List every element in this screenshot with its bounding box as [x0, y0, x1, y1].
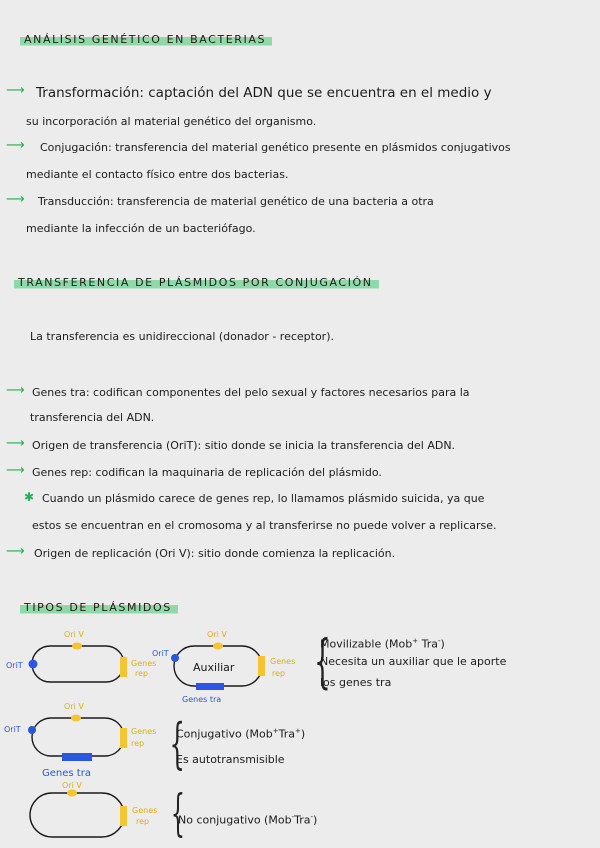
genes-tra-line-2: transferencia del ADN.	[30, 411, 155, 424]
oriv-label: Ori V	[62, 781, 82, 790]
genes-rep-label-1: Genes	[132, 806, 158, 815]
brace-icon: {	[169, 712, 185, 775]
auxiliar-label: Auxiliar	[193, 661, 235, 674]
section-title-plasmid-types: TIPOS DE PLÁSMIDOS	[20, 600, 178, 614]
orit-marker	[171, 654, 179, 662]
text: Tra	[294, 813, 311, 827]
genes-tra-marker	[196, 683, 224, 690]
asterisk-icon: ✱	[24, 490, 35, 504]
sup: +	[272, 727, 279, 735]
section-title-plasmid-transfer: TRANSFERENCIA DE PLÁSMIDOS POR CONJUGACIÓN	[14, 275, 379, 289]
oriv-label: Ori V	[64, 702, 84, 711]
conjugativo-line-2: Es autotransmisible	[176, 753, 285, 766]
text: )	[300, 727, 306, 741]
arrow-icon: ⟶	[6, 138, 25, 153]
arrow-icon: ⟶	[6, 436, 25, 451]
genes-rep-label-2: rep	[131, 739, 145, 748]
plasmid-1-diagram	[6, 630, 156, 682]
arrow-icon: ⟶	[6, 463, 25, 478]
orit-label: OriT	[152, 649, 169, 658]
movilizable-line-3: los genes tra	[320, 676, 392, 689]
genes-rep-marker	[120, 728, 127, 748]
orit-marker	[29, 660, 38, 669]
arrow-icon: ⟶	[6, 383, 25, 398]
transformation-line-1: Transformación: captación del ADN que se encuentra en el medio y	[36, 85, 492, 101]
oriv-marker	[67, 790, 77, 797]
plasmid-ring	[32, 646, 124, 682]
conjugation-line-1: Conjugación: transferencia del material genético presente en plásmidos conjugativos	[40, 141, 511, 154]
section-title-genetic-analysis: ANÁLISIS GENÉTICO EN BACTERIAS	[20, 32, 272, 46]
genes-tra-label: Genes tra	[182, 695, 222, 704]
genes-tra-label: Genes tra	[42, 768, 91, 779]
sup: -	[291, 813, 295, 821]
text: Tra	[418, 637, 438, 651]
genes-rep-marker	[120, 657, 127, 677]
genes-rep-label-2: rep	[272, 669, 286, 678]
genes-rep-label-2: rep	[135, 669, 149, 678]
orit-definition: Origen de transferencia (OriT): sitio donde se inicia la transferencia del ADN.	[32, 439, 456, 452]
oriv-marker	[71, 715, 81, 722]
orit-label: OriT	[6, 661, 23, 670]
auxiliar-plasmid-diagram	[152, 630, 295, 704]
plasmid-ring	[30, 793, 124, 837]
sup: +	[412, 637, 419, 645]
genes-rep-marker	[120, 806, 127, 826]
brace-icon: {	[314, 627, 331, 695]
text: Conjugativo (Mob	[176, 727, 273, 741]
transformation-line-2: su incorporación al material genético del organismo.	[26, 115, 317, 128]
oriv-label: Ori V	[64, 630, 84, 639]
arrow-icon: ⟶	[6, 83, 25, 98]
genes-tra-line-1: Genes tra: codifican componentes del pelo sexual y factores necesarios para la	[32, 386, 470, 399]
no-conjugativo-line	[178, 810, 317, 828]
oriv-definition: Origen de replicación (Ori V): sitio donde comienza la replicación.	[34, 547, 396, 560]
genes-tra-marker	[62, 753, 92, 761]
conjugativo-line-1	[176, 724, 305, 742]
plasmid-ring	[32, 718, 124, 756]
genes-rep-label-1: Genes	[131, 659, 157, 668]
genes-rep-label-1: Genes	[270, 657, 296, 666]
genes-rep-label-1: Genes	[131, 727, 157, 736]
arrow-icon: ⟶	[6, 544, 25, 559]
transduction-line-1: Transducción: transferencia de material genético de una bacteria a otra	[38, 195, 434, 208]
genes-rep-definition: Genes rep: codifican la maquinaria de replicación del plásmido.	[32, 466, 382, 479]
text: Tra	[278, 727, 295, 741]
unidirectional-text: La transferencia es unidireccional (donador - receptor).	[30, 330, 334, 343]
oriv-marker	[72, 643, 82, 650]
text: No conjugativo (Mob	[178, 813, 292, 827]
brace-icon: {	[170, 784, 186, 842]
movilizable-line-1	[320, 634, 445, 652]
text: )	[313, 813, 318, 827]
oriv-label: Ori V	[207, 630, 227, 639]
orit-marker	[28, 726, 36, 734]
sup: -	[437, 637, 441, 645]
movilizable-line-2: Necesita un auxiliar que le aporte	[320, 655, 507, 668]
transduction-line-2: mediante la infección de un bacteriófago.	[26, 222, 256, 235]
conjugative-plasmid-diagram	[4, 702, 156, 779]
orit-label: OriT	[4, 725, 21, 734]
conjugation-line-2: mediante el contacto físico entre dos bacterias.	[26, 168, 289, 181]
genes-rep-label-2: rep	[136, 817, 150, 826]
suicide-plasmid-note-line-1: Cuando un plásmido carece de genes rep, lo llamamos plásmido suicida, ya que	[42, 492, 485, 505]
non-conjugative-plasmid-diagram	[30, 781, 157, 837]
suicide-plasmid-note-line-2: estos se encuentran en el cromosoma y al transferirse no puede volver a replicarse.	[32, 519, 497, 532]
sup: -	[310, 813, 313, 821]
sup: +	[294, 727, 301, 735]
arrow-icon: ⟶	[6, 192, 25, 207]
oriv-marker	[213, 643, 223, 650]
text: Movilizable (Mob	[320, 637, 413, 651]
genes-rep-marker	[258, 656, 265, 676]
text: )	[440, 637, 445, 651]
